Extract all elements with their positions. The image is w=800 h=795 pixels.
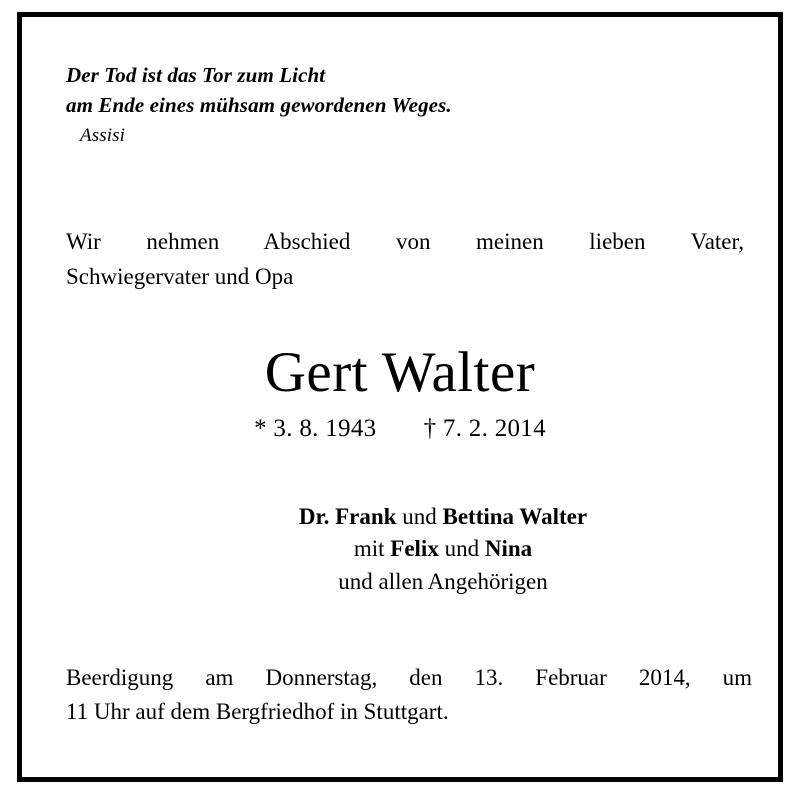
survivors-line-3: und allen Angehörigen [338,569,548,595]
survivor-name-felix: Felix [390,536,439,562]
epitaph-line-2: am Ende eines mühsam gewordenen Weges. [66,92,452,117]
survivors-prefix-mit: mit [353,536,391,562]
obituary-content [22,17,778,777]
funeral-line-1: Beerdigung am Donnerstag, den 13. Februar 2014, um [66,664,752,690]
epitaph-quote [66,61,734,150]
introduction-line-1: Wir nehmen Abschied von meinen lieben Vater, [66,228,744,254]
survivors-line-1 [152,501,734,534]
survivors-conjunction-1: und [396,503,443,529]
survivor-name-frank: Dr. Frank [298,503,397,529]
introduction-line-2: Schwiegervater und Opa [66,264,294,290]
survivors-conjunction-2: und [438,536,485,562]
survivors-line-2 [152,533,734,566]
survivors-block [66,501,734,599]
introduction-text [66,224,744,295]
survivor-name-nina: Nina [484,536,533,562]
obituary-border-frame [17,12,783,782]
epitaph-attribution: Assisi [80,124,125,146]
survivor-name-bettina: Bettina Walter [442,503,588,529]
death-date: † 7. 2. 2014 [423,414,546,442]
epitaph-line-1: Der Tod ist das Tor zum Licht [66,63,326,87]
funeral-details [66,661,752,730]
deceased-name-block [66,340,734,443]
birth-date: * 3. 8. 1943 [254,414,377,442]
life-dates [66,415,734,443]
funeral-line-2: 11 Uhr auf dem Bergfriedhof in Stuttgart. [66,699,449,725]
deceased-name: Gert Walter [264,340,536,404]
